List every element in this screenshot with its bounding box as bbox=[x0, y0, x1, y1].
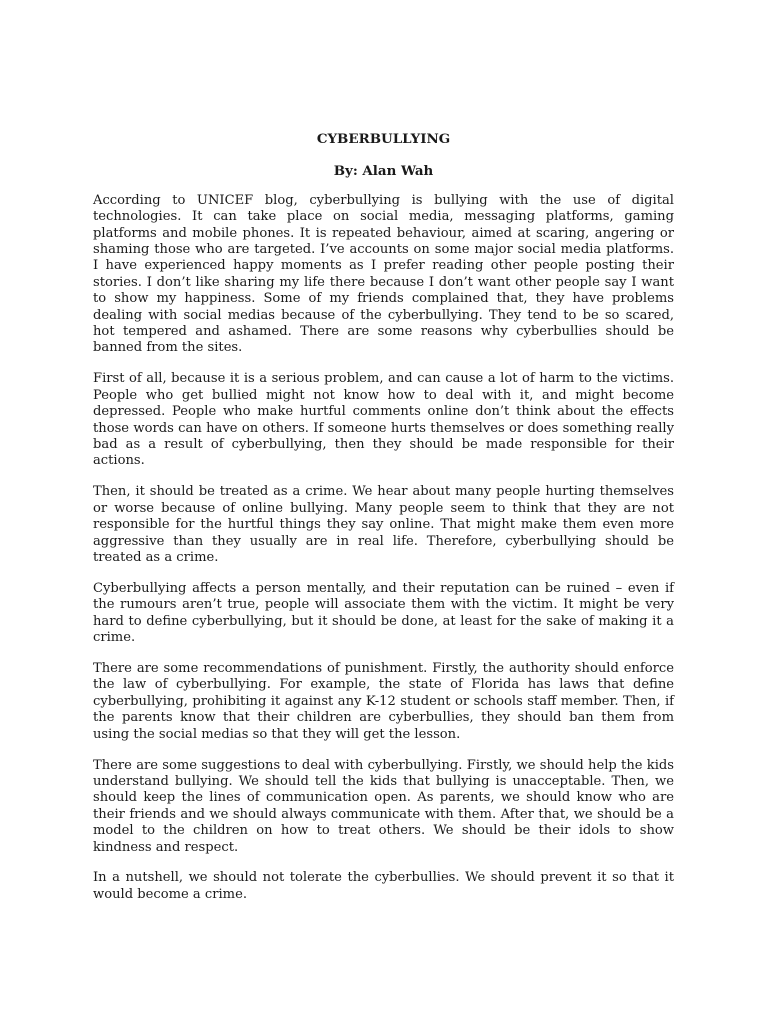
document-title: CYBERBULLYING bbox=[316, 131, 451, 147]
document-author: By: Alan Wah bbox=[333, 163, 434, 180]
paragraph-mental-effects: Cyberbullying affects a person mentally, and their reputation can be ruined – even if the rumours aren’t true, people will associate them with the victim. It might be very hard to define cyberbullying, but it should be done, at least for the sake of making it a crime. bbox=[93, 580, 674, 646]
paragraph-punishment: There are some recommendations of punishment. Firstly, the authority should enforce the law of cyberbullying. For example, the state of Florida has laws that define cyberbullying, prohibiting it against any K-12 student or schools staff member. Then, if the parents know that their children are cyberbullies, they should ban them from using the social medias so that they will get the lesson. bbox=[93, 660, 674, 742]
paragraph-suggestions: There are some suggestions to deal with cyberbullying. Firstly, we should help the kids understand bullying. We should tell the kids that bullying is unacceptable. Then, we should keep the lines of communication open. As parents, we should know who are their friends and we should always communicate with them. After that, we should be a model to the children on how to treat others. We should be their idols to show kindness and respect. bbox=[93, 757, 674, 855]
paragraph-intro: According to UNICEF blog, cyberbullying is bullying with the use of digital technologies. It can take place on social media, messaging platforms, gaming platforms and mobile phones. It is repeated behaviour, aimed at scaring, angering or shaming those who are targeted. I’ve accounts on some major social media platforms. I have experienced happy moments as I prefer reading other people posting their stories. I don’t like sharing my life there because I don’t want other people say I want to show my happiness. Some of my friends complained that, they have problems dealing with social medias because of the cyberbullying. They tend to be so scared, hot tempered and ashamed. There are some reasons why cyberbullies should be banned from the sites. bbox=[93, 192, 674, 356]
paragraph-treated-as-crime: Then, it should be treated as a crime. We hear about many people hurting themselves or worse because of online bullying. Many people seem to think that they are not responsible for the hurtful things they say online. That might make them even more aggressive than they usually are in real life. Therefore, cyberbullying should be treated as a crime. bbox=[93, 484, 674, 565]
paragraph-first-of-all: First of all, because it is a serious problem, and can cause a lot of harm to the victims. People who get bullied might not know how to deal with it, and might become depressed. People who make hurtful comments online don’t think about the effects those words can have on others. If someone hurts themselves or does something really bad as a result of cyberbullying, then they should be made responsible for their actions. bbox=[93, 371, 674, 469]
document-page bbox=[93, 131, 674, 918]
paragraph-conclusion: In a nutshell, we should not tolerate the cyberbullies. We should prevent it so that it would become a crime. bbox=[93, 870, 674, 902]
